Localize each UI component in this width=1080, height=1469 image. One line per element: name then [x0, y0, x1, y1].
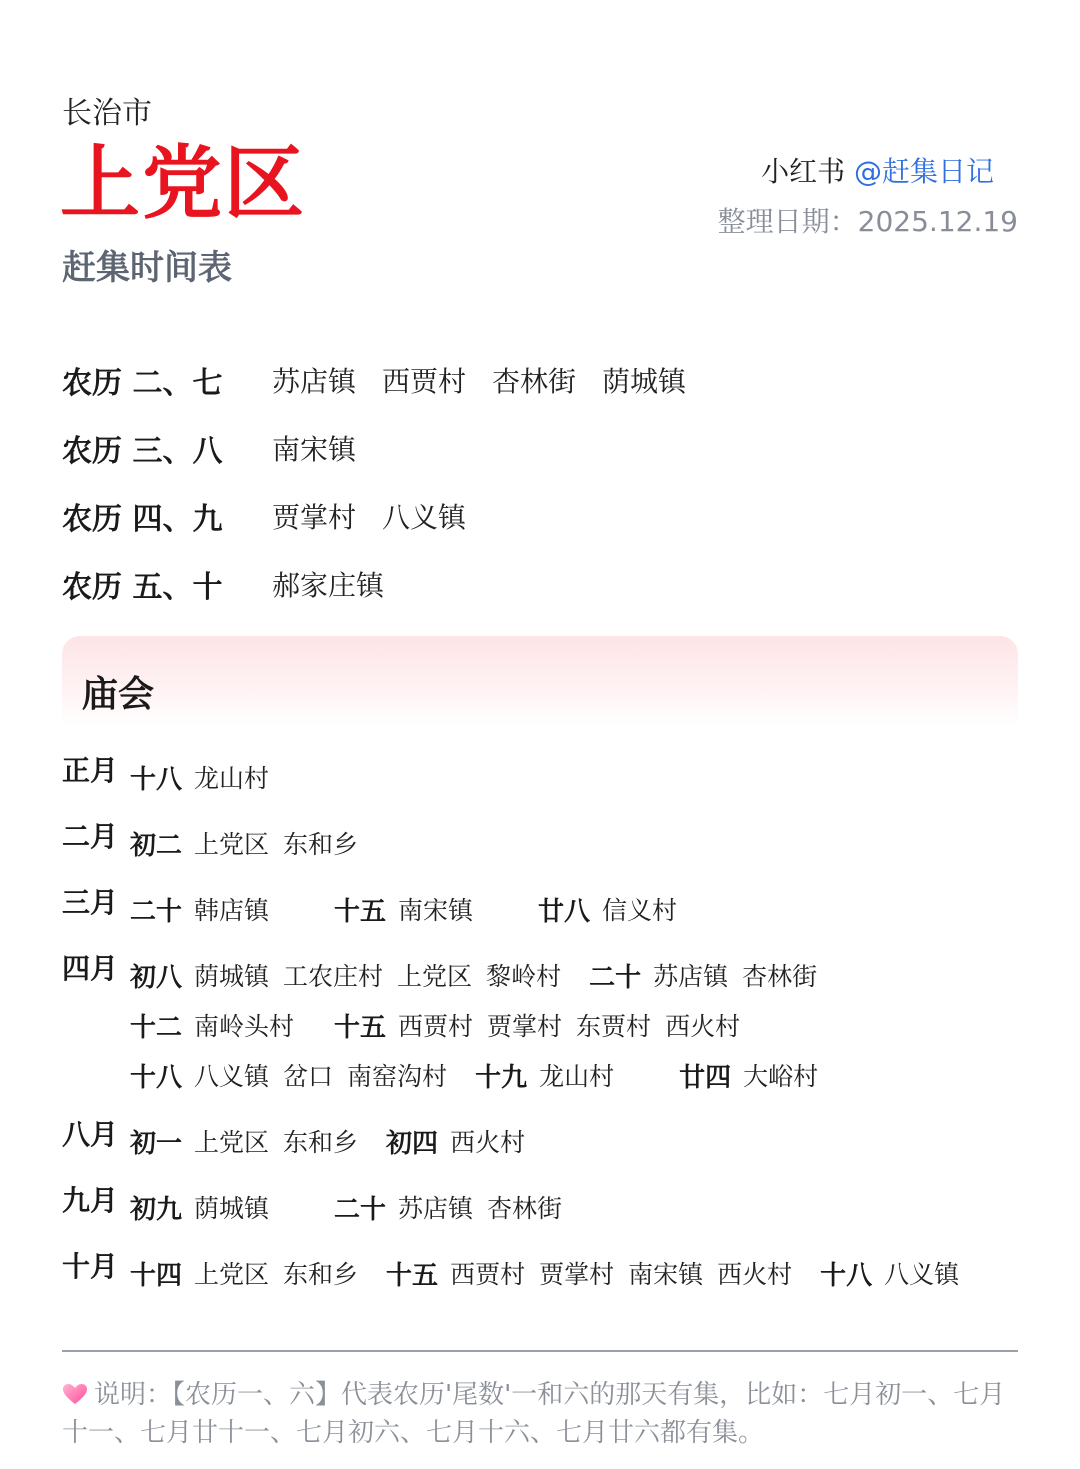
place-name: 杏林街 — [742, 962, 818, 991]
place-name: 荫城镇 — [194, 962, 270, 991]
temple-fair-header — [62, 636, 1018, 726]
lunar-row — [62, 550, 1022, 618]
place-name: 南宋镇 — [628, 1260, 704, 1289]
place-name: 上党区 — [194, 1260, 270, 1289]
lunar-days-label: 农历 四、九 — [62, 502, 223, 537]
compiled-date: 整理日期：2025.12.19 — [717, 205, 1018, 238]
fair-day: 二十 — [334, 1194, 387, 1225]
fair-line — [130, 1182, 1022, 1232]
place-name: 贾掌村 — [539, 1260, 615, 1289]
fair-entry — [334, 1189, 562, 1226]
place-name: 苏店镇 — [653, 962, 729, 991]
place-name: 西火村 — [717, 1260, 793, 1289]
note-text: 说明：【农历一、六】代表农历'尾数'一和六的那天有集，比如：七月初一、七月十一、七月廿十一、七月初六、七月十六、七月廿六都有集。 — [62, 1380, 1006, 1448]
district-title: 上党区 — [60, 137, 306, 230]
fair-entry — [130, 759, 269, 796]
place-name: 东和乡 — [283, 830, 359, 859]
place-name: 南岭头村 — [194, 1012, 295, 1041]
place-name: 黎岭村 — [486, 962, 562, 991]
fair-day: 二十 — [130, 896, 183, 927]
lunar-row — [62, 414, 1022, 482]
place-name: 八义镇 — [884, 1260, 960, 1289]
place-name: 信义村 — [602, 896, 678, 925]
lunar-schedule — [62, 346, 1022, 618]
fair-entry — [130, 891, 306, 928]
fair-entry — [130, 1007, 306, 1044]
month-block — [62, 950, 1022, 1100]
place-name: 郝家庄镇 — [272, 569, 385, 602]
lunar-places — [272, 496, 466, 536]
month-label: 三月 — [62, 886, 119, 919]
place-name: 上党区 — [194, 1128, 270, 1157]
place-name: 西贾村 — [398, 1012, 474, 1041]
place-name: 龙山村 — [539, 1062, 615, 1091]
place-name: 南宋镇 — [398, 896, 474, 925]
fair-entry — [589, 957, 817, 994]
lunar-row — [62, 482, 1022, 550]
place-name: 杏林街 — [492, 365, 577, 398]
fair-line — [130, 1050, 1022, 1100]
fair-day: 十二 — [130, 1012, 183, 1043]
place-name: 贾掌村 — [487, 1012, 563, 1041]
fair-line — [130, 1116, 1022, 1166]
month-block — [62, 818, 1022, 868]
month-label: 二月 — [62, 820, 119, 853]
fair-day: 十五 — [386, 1260, 439, 1291]
fair-day: 初四 — [386, 1128, 439, 1159]
divider — [62, 1350, 1018, 1352]
month-label: 十月 — [62, 1250, 119, 1283]
lunar-days-label: 农历 二、七 — [62, 366, 223, 401]
month-block — [62, 1248, 1022, 1298]
place-name: 西贾村 — [382, 365, 467, 398]
place-name: 东和乡 — [283, 1260, 359, 1289]
fair-entry — [130, 1255, 358, 1292]
place-name: 八义镇 — [382, 501, 467, 534]
place-name: 苏店镇 — [398, 1194, 474, 1223]
fair-line — [130, 950, 1022, 1000]
place-name: 荫城镇 — [602, 365, 687, 398]
fair-line — [130, 752, 1022, 802]
place-name: 岔口 — [283, 1062, 334, 1091]
temple-fair-list — [62, 752, 1022, 1314]
fair-day: 初一 — [130, 1128, 183, 1159]
fair-line — [130, 818, 1022, 868]
credit — [761, 150, 994, 190]
author-handle-link[interactable]: @赶集日记 — [853, 155, 994, 188]
heart-icon — [62, 1383, 88, 1405]
fair-entry — [820, 1255, 959, 1292]
fair-day: 十八 — [130, 1062, 183, 1093]
fair-entry — [386, 1123, 525, 1160]
fair-day: 十四 — [130, 1260, 183, 1291]
place-name: 西火村 — [665, 1012, 741, 1041]
place-name: 西火村 — [450, 1128, 526, 1157]
lunar-days-label: 农历 五、十 — [62, 570, 223, 605]
fair-day: 十九 — [475, 1062, 528, 1093]
fair-day: 初八 — [130, 962, 183, 993]
place-name: 东贾村 — [576, 1012, 652, 1041]
place-name: 南宋镇 — [272, 433, 357, 466]
month-block — [62, 884, 1022, 934]
fair-entry — [130, 1123, 358, 1160]
lunar-places — [272, 564, 384, 604]
lunar-row — [62, 346, 1022, 414]
place-name: 八义镇 — [194, 1062, 270, 1091]
place-name: 工农庄村 — [283, 962, 384, 991]
fair-day: 十五 — [334, 1012, 387, 1043]
fair-line — [130, 1000, 1022, 1050]
place-name: 南窑沟村 — [347, 1062, 448, 1091]
place-name: 韩店镇 — [194, 896, 270, 925]
month-label: 八月 — [62, 1118, 119, 1151]
month-label: 四月 — [62, 952, 119, 985]
month-block — [62, 1116, 1022, 1166]
fair-line — [130, 1248, 1022, 1298]
place-name: 上党区 — [194, 830, 270, 859]
fair-entry — [334, 1007, 740, 1044]
fair-entry — [130, 1189, 306, 1226]
fair-entry — [130, 957, 561, 994]
place-name: 大峪村 — [743, 1062, 819, 1091]
place-name: 东和乡 — [283, 1128, 359, 1157]
fair-line — [130, 884, 1022, 934]
place-name: 龙山村 — [194, 764, 270, 793]
lunar-days-label: 农历 三、八 — [62, 434, 223, 469]
fair-day: 初九 — [130, 1194, 183, 1225]
month-label: 正月 — [62, 754, 119, 787]
month-block — [62, 1182, 1022, 1232]
fair-entry — [538, 891, 677, 928]
place-name: 上党区 — [397, 962, 473, 991]
platform-name: 小红书 — [761, 155, 846, 188]
place-name: 杏林街 — [487, 1194, 563, 1223]
fair-day: 廿八 — [538, 896, 591, 927]
fair-entry — [130, 1057, 447, 1094]
month-label: 九月 — [62, 1184, 119, 1217]
fair-day: 十八 — [130, 764, 183, 795]
fair-day: 十五 — [334, 896, 387, 927]
city-label: 长治市 — [62, 96, 152, 131]
fair-entry — [679, 1057, 818, 1094]
fair-day: 初二 — [130, 830, 183, 861]
lunar-places — [272, 428, 356, 468]
temple-fair-title: 庙会 — [82, 674, 155, 715]
page-subtitle: 赶集时间表 — [62, 248, 232, 288]
fair-entry — [334, 891, 510, 928]
fair-entry — [475, 1057, 651, 1094]
lunar-places — [272, 360, 686, 400]
note — [62, 1376, 1022, 1452]
fair-day: 廿四 — [679, 1062, 732, 1093]
place-name: 苏店镇 — [272, 365, 357, 398]
fair-day: 十八 — [820, 1260, 873, 1291]
place-name: 荫城镇 — [194, 1194, 270, 1223]
fair-entry — [386, 1255, 792, 1292]
fair-entry — [130, 825, 358, 862]
place-name: 西贾村 — [450, 1260, 526, 1289]
fair-day: 二十 — [589, 962, 642, 993]
month-block — [62, 752, 1022, 802]
place-name: 贾掌村 — [272, 501, 357, 534]
